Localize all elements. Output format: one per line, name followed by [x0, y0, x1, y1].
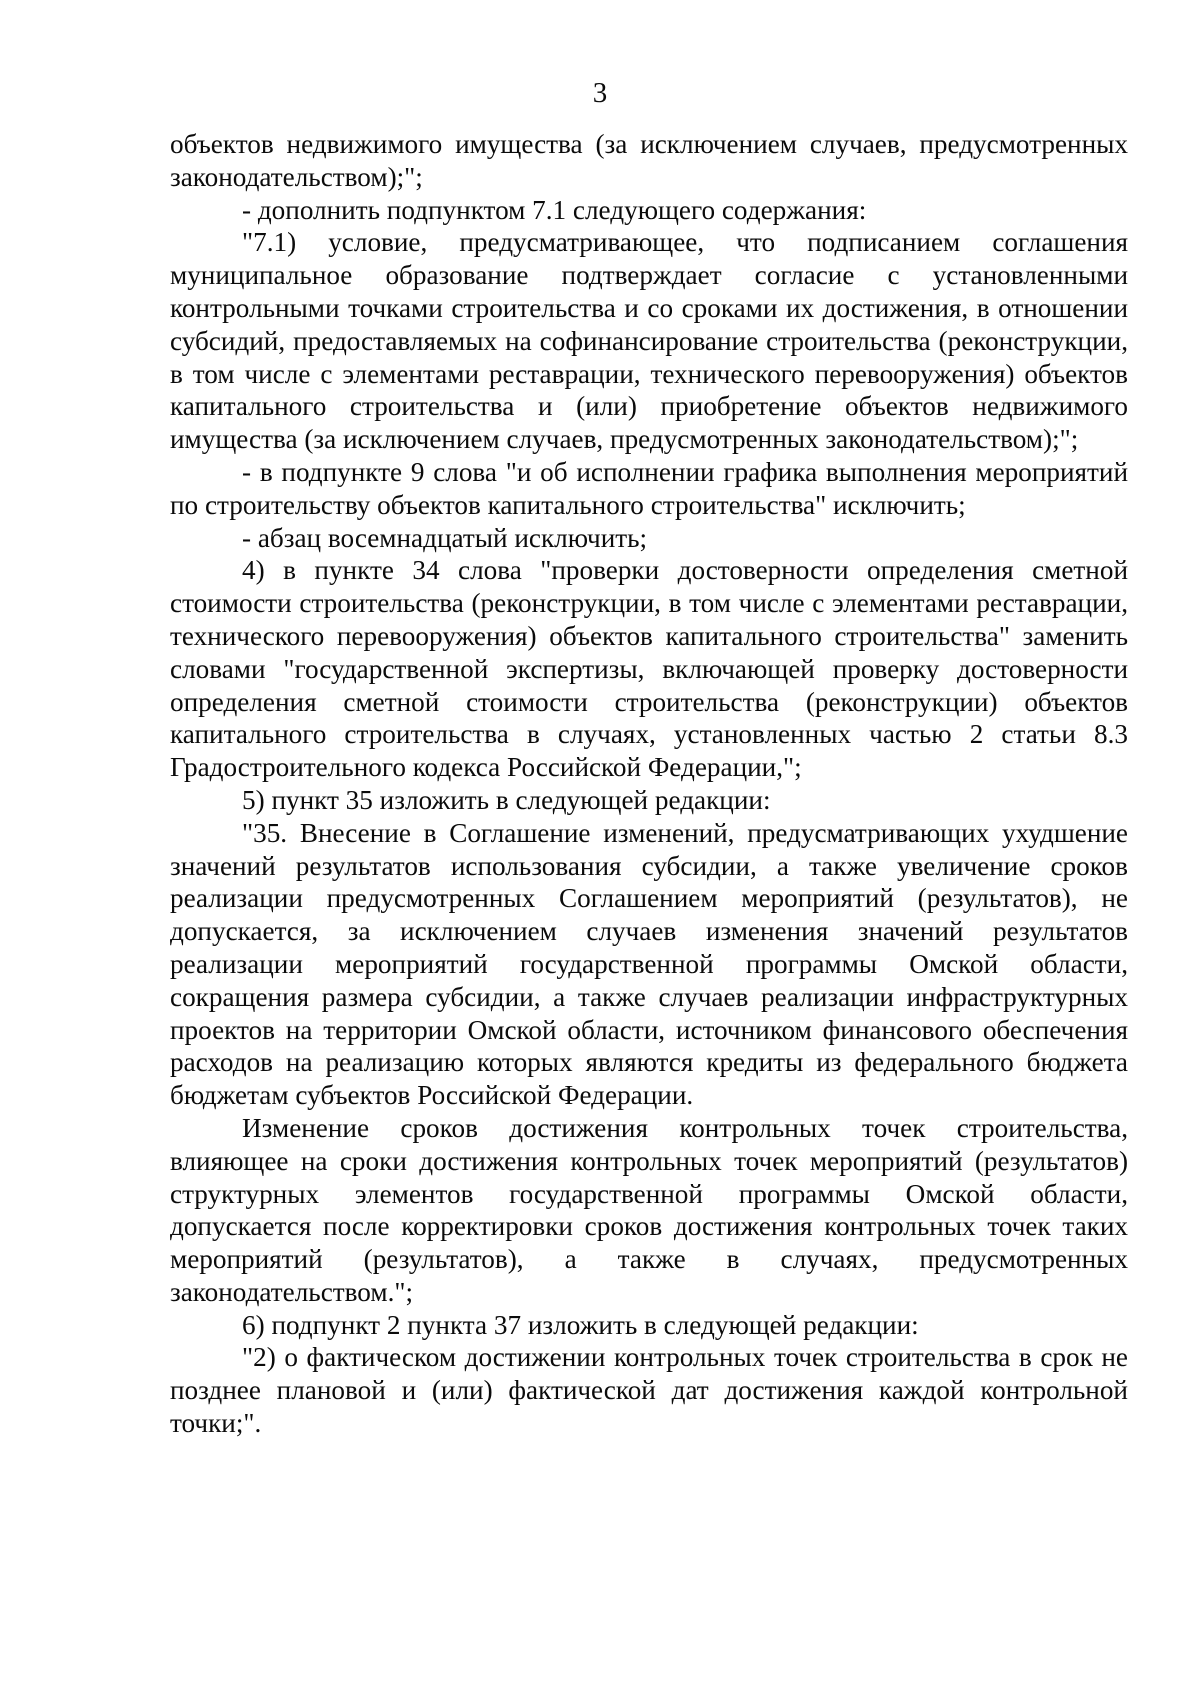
paragraph-item-4: 4) в пункте 34 слова "проверки достоверности определения сметной стоимости строительства (реконструкции, в том числе с элементами реставрации, технического перевооружения) объектов капитального строительства" заменить словами "государственной экспертизы, включающей проверку достоверности определения сметной стоимости строительства (реконструкции) объектов капитального строительства в случаях, установленных частью 2 статьи 8.3 Градостроительного кодекса Российской Федерации,"; [170, 555, 1128, 783]
paragraph-continuation: объектов недвижимого имущества (за исключением случаев, предусмотренных законодательством);"; [170, 129, 1128, 192]
paragraph-subpoint-9-amendment: - в подпункте 9 слова "и об исполнении графика выполнения мероприятий по строительству объектов капитального строительства" исключить; [170, 456, 1128, 520]
paragraph-item-6: 6) подпункт 2 пункта 37 изложить в следующей редакции: [242, 1309, 919, 1340]
paragraph-subpoint-2-text: "2) о фактическом достижении контрольных точек строительства в срок не позднее плановой и (или) фактической дат достижения каждой контрольной точки;". [170, 1342, 1128, 1439]
paragraph-add-subpoint-7-1: - дополнить подпунктом 7.1 следующего содержания: [242, 194, 867, 225]
paragraph-point-35-second: Изменение сроков достижения контрольных точек строительства, влияющее на сроки достижения контрольных точек мероприятий (результатов) структурных элементов государственной программы Омской области, допускается после корректировки сроков достижения контрольных точек таких мероприятий (результатов), а также в случаях, предусмотренных законодательством."; [170, 1112, 1128, 1307]
page-number: 3 [592, 77, 608, 109]
paragraph-subpoint-7-1-text: "7.1) условие, предусматривающее, что подписанием соглашения муниципальное образование подтверждает согласие с установленными контрольными точками строительства и со сроками их достижения, в отношении субсидий, предоставляемых на софинансирование строительства (реконструкции, в том числе с элементами реставрации, технического перевооружения) объектов капитального строительства и (или) приобретение объектов недвижимого имущества (за исключением случаев, предусмотренных законодательством);"; [170, 227, 1128, 455]
document-body [170, 128, 1128, 1440]
paragraph-delete-eighteenth: - абзац восемнадцатый исключить; [242, 522, 648, 553]
paragraph-item-5: 5) пункт 35 изложить в следующей редакции: [242, 784, 771, 815]
paragraph-point-35-text: "35. Внесение в Соглашение изменений, предусматривающих ухудшение значений результатов использования субсидии, а также увеличение сроков реализации предусмотренных Соглашением мероприятий (результатов), не допускается, за исключением случаев изменения значений результатов реализации мероприятий государственной программы Омской области, сокращения размера субсидии, а также случаев реализации инфраструктурных проектов на территории Омской области, источником финансового обеспечения расходов на реализацию которых являются кредиты из федерального бюджета бюджетам субъектов Российской Федерации. [170, 817, 1128, 1111]
